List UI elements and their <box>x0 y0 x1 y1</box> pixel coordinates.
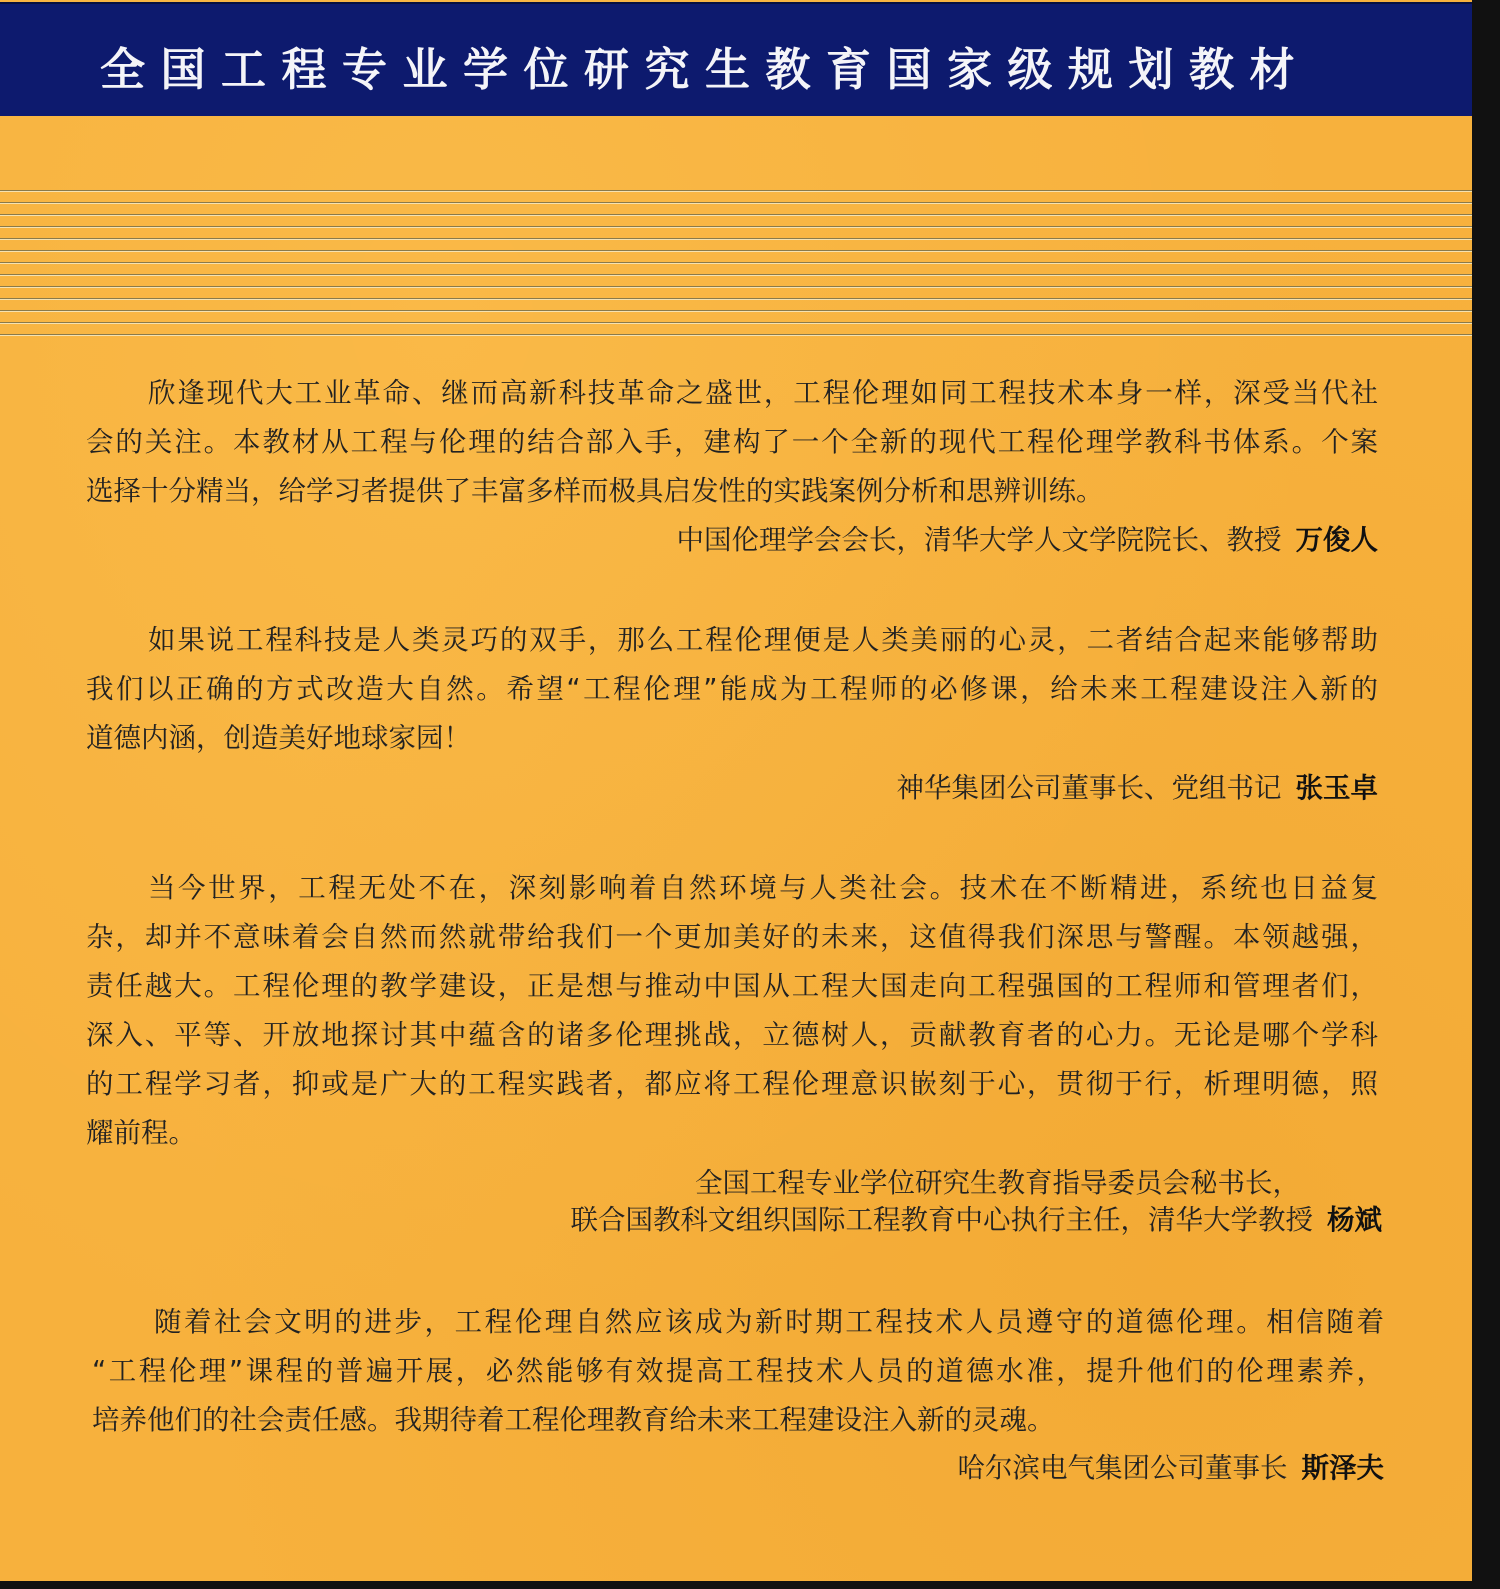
endorser-title: 联合国教科文组织国际工程教育中心执行主任，清华大学教授 <box>570 1204 1313 1236</box>
endorser-title: 哈尔滨电气集团公司董事长 <box>957 1452 1288 1484</box>
endorser-name: 斯泽夫 <box>1301 1452 1384 1484</box>
endorser-signature-4 <box>958 1449 1385 1487</box>
endorser-signature-1 <box>677 521 1379 559</box>
endorser-signature-2 <box>897 769 1379 807</box>
text-line: 耀前程。 <box>86 1117 196 1149</box>
text-line: 培养他们的社会责任感。我期待着工程伦理教育给未来工程建设注入新的灵魂。 <box>92 1404 1055 1436</box>
text-line: 道德内涵，创造美好地球家园！ <box>86 722 471 754</box>
text-line: 欣逢现代大工业革命、继而高新科技革命之盛世，工程伦理如同工程技术本身一样，深受当代社 <box>148 377 1378 409</box>
endorser-title: 神华集团公司董事长、党组书记 <box>896 772 1282 804</box>
text-line: 杂，却并不意味着会自然而然就带给我们一个更加美好的未来，这值得我们深思与警醒。本领越强， <box>86 921 1378 953</box>
text-line: 深入、平等、开放地探讨其中蕴含的诸多伦理挑战，立德树人，贡献教育者的心力。无论是哪个学科 <box>86 1019 1378 1051</box>
endorser-title-line-1 <box>695 1164 1300 1202</box>
series-title: 全国工程专业学位研究生教育国家级规划教材 <box>100 43 1311 96</box>
decorative-ruled-lines <box>0 190 1472 340</box>
text-line: “工程伦理”课程的普遍开展，必然能够有效提高工程技术人员的道德水准，提升他们的伦理素养， <box>92 1355 1384 1387</box>
text-line: 责任越大。工程伦理的教学建设，正是想与推动中国从工程大国走向工程强国的工程师和管理者们， <box>86 970 1378 1002</box>
endorsement-text-4 <box>92 1298 1384 1445</box>
text-line: 当今世界，工程无处不在，深刻影响着自然环境与人类社会。技术在不断精进，系统也日益复 <box>148 872 1378 904</box>
endorser-signature-3 <box>571 1201 1383 1239</box>
endorser-name: 杨斌 <box>1327 1204 1382 1236</box>
endorsement-text-1 <box>86 369 1378 516</box>
endorsement-text-2 <box>86 616 1378 763</box>
text-line: 的工程学习者，抑或是广大的工程实践者，都应将工程伦理意识嵌刻于心，贯彻于行，析理明德，照 <box>86 1068 1378 1100</box>
endorser-title: 中国伦理学会会长，清华大学人文学院院长、教授 <box>676 524 1282 556</box>
text-line: 随着社会文明的进步，工程伦理自然应该成为新时期工程技术人员遵守的道德伦理。相信随着 <box>154 1306 1384 1338</box>
endorser-name: 万俊人 <box>1295 524 1378 556</box>
text-line: 我们以正确的方式改造大自然。希望“工程伦理”能成为工程师的必修课，给未来工程建设注入新的 <box>86 673 1378 705</box>
text-line: 会的关注。本教材从工程与伦理的结合部入手，建构了一个全新的现代工程伦理学教科书体系。个案 <box>86 426 1378 458</box>
series-banner <box>0 2 1472 116</box>
endorsement-text-3 <box>86 864 1378 1158</box>
endorser-title: 全国工程专业学位研究生教育指导委员会秘书长， <box>695 1167 1300 1199</box>
endorser-name: 张玉卓 <box>1295 772 1378 804</box>
text-line: 选择十分精当，给学习者提供了丰富多样而极具启发性的实践案例分析和思辨训练。 <box>86 475 1104 507</box>
text-line: 如果说工程科技是人类灵巧的双手，那么工程伦理便是人类美丽的心灵，二者结合起来能够帮助 <box>148 624 1378 656</box>
